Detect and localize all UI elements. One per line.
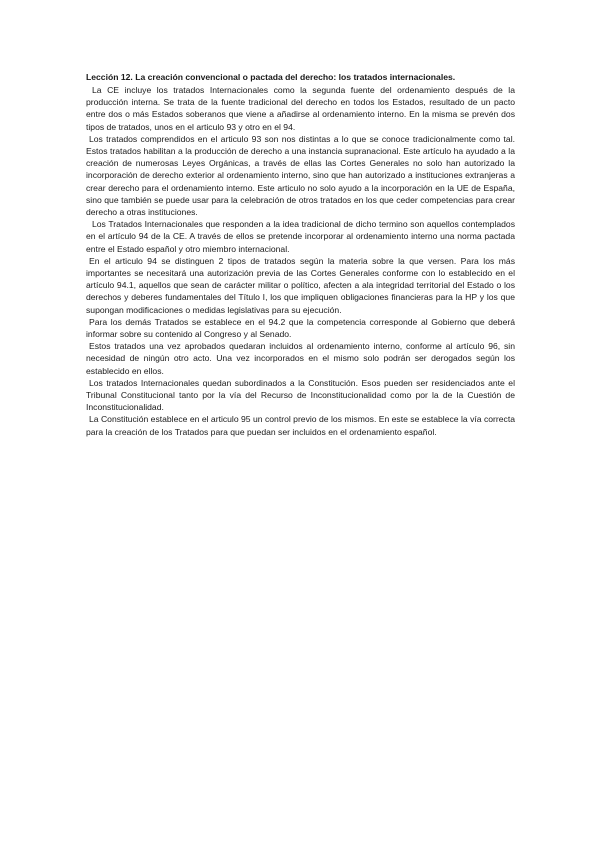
paragraph-article-94-types: En el articulo 94 se distinguen 2 tipos de tratados según la materia sobre la que versen. Para los más importantes se necesitará una autorización previa de las Cortes Generales conforme con lo establecido en el artículo 94.1, aquellos que sean de carácter militar o político, afecten a ala integridad territorial del Estado o los derechos y deberes fundamentales del Título I, los que impliquen obligaciones financieras para la HP y los que supongan modificaciones o medidas legislativas para su ejecución. bbox=[86, 255, 515, 315]
paragraph-constitution: Los tratados Internacionales quedan subordinados a la Constitución. Esos pueden ser residenciados ante el Tribunal Constitucional tanto por la vía del Recurso de Inconstitucionalidad como por la de la Cuestión de Inconstitucionalidad. bbox=[86, 377, 515, 413]
paragraph-article-94-2: Para los demás Tratados se establece en el 94.2 que la competencia corresponde al Gobierno que deberá informar sobre su contenido al Congreso y al Senado. bbox=[86, 316, 515, 340]
paragraph-article-94-intro: Los Tratados Internacionales que responden a la idea tradicional de dicho termino son aquellos contemplados en el artículo 94 de la CE. A través de ellos se pretende incorporar al ordenamiento interno una norma pactada entre el Estado español y otro miembro internacional. bbox=[86, 219, 515, 254]
paragraph-article-95: La Constitución establece en el articulo 95 un control previo de los mismos. En este se establece la vía correcta para la creación de los Tratados para que puedan ser incluidos en el ordenamiento español. bbox=[86, 414, 515, 437]
paragraph-article-96: Estos tratados una vez aprobados quedaran incluidos al ordenamiento interno, conforme al artículo 96, sin necesidad de ningún otro acto. Una vez incorporados en el mismo solo podrán ser derogados según los establecido en ellos. bbox=[86, 341, 515, 376]
lesson-title: Lección 12. La creación convencional o pactada del derecho: los tratados internacionales. bbox=[86, 72, 456, 82]
document-page bbox=[86, 71, 515, 438]
paragraph-intro: La CE incluye los tratados Internacionales como la segunda fuente del ordenamiento después de la producción interna. Se trata de la fuente tradicional del derecho en todos los Estados, resultado de un pacto entre dos o más Estados soberanos que viene a añadirse al ordenamiento interno. En la misma se prevén dos tipos de tratados, unos en el articulo 93 y otro en el 94. bbox=[86, 85, 515, 132]
paragraph-article-93: Los tratados comprendidos en el articulo 93 son nos distintas a lo que se conoce tradicionalmente como tal. Estos tratados habilitan a la producción de derecho a una instancia supranacional. Este artículo ha ayudado a la creación de numerosas Leyes Orgánicas, a través de ellas las Cortes Generales no solo han autorizado la incorporación de derecho exterior al ordenamiento interno, sino que han autorizado a instituciones extranjeras a crear derecho para el ordenamiento interno. Este articulo no solo ayudo a la incorporación en la UE de España, sino que también se puede usar para la celebración de otros tratados en los que ceder competencias para crear derecho a otras instituciones. bbox=[86, 133, 515, 218]
